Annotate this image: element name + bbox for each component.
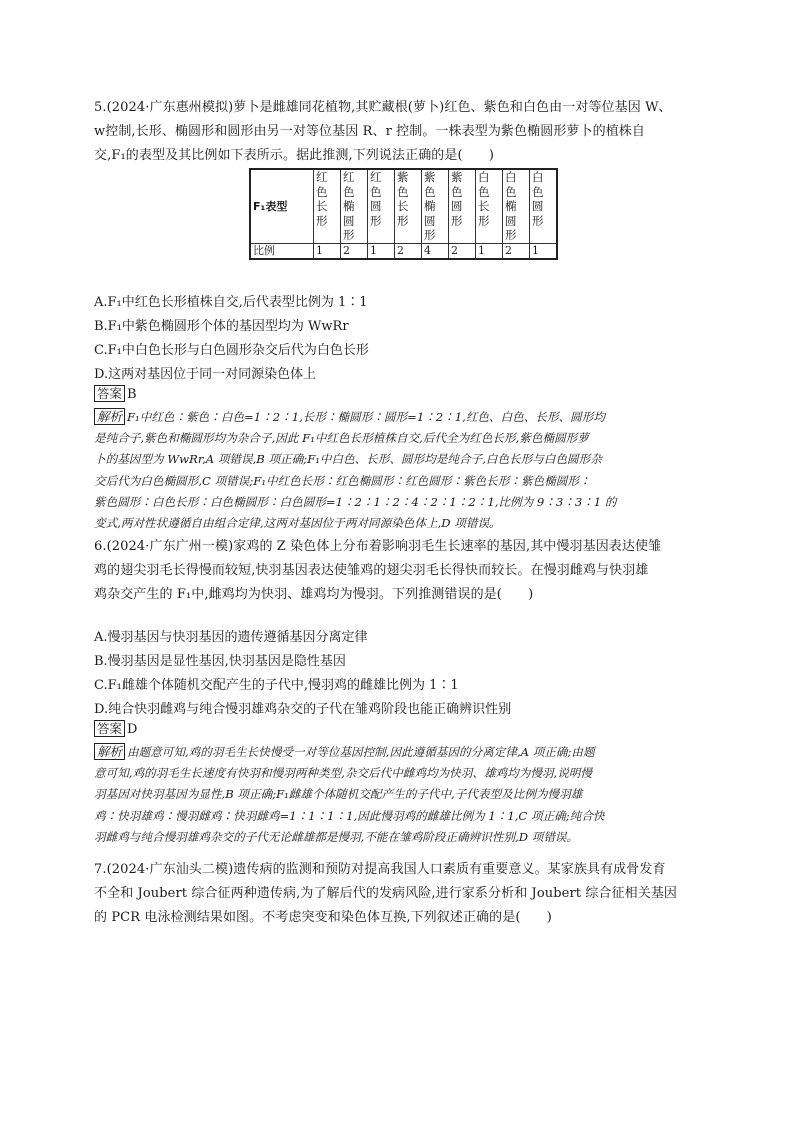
explanation-line: 羽雌鸡与纯合慢羽雄鸡杂交的子代无论雌雄都是慢羽,不能在雏鸡阶段正确辨识性别,D 项错误。 [94,829,579,844]
table-row-label: 比例 [250,243,314,259]
table-column-header: 紫色长形 [395,169,422,243]
answer-value: B [127,387,137,402]
option-c: C.F₁中白色长形与白色圆形杂交后代为白色长形 [94,343,369,358]
question-line: 鸡杂交产生的 F₁中,雌鸡均为快羽、雄鸡均为慢羽。下列推测错误的是( ) [94,587,534,602]
explanation-line: 解析 F₁中红色∶紫色∶白色=1∶2∶1,长形∶椭圆形∶圆形=1∶2∶1,红色、白色、长形、圆形均 [94,407,698,428]
explanation-line: 意可知,鸡的羽毛生长速度有快羽和慢羽两种类型,杂交后代中雌鸡均为快羽、雄鸡均为慢羽,说明慢 [94,766,592,781]
explanation-line: 交后代为白色椭圆形,C 项错误;F₁中红色长形∶红色椭圆形∶红色圆形∶紫色长形∶紫色椭圆形∶ [94,473,591,488]
answer-value: D [127,722,138,737]
table-cell: 2 [341,243,368,259]
table-column-header: 白色圆形 [530,169,558,243]
explanation-line: 羽基因对快羽基因为显性,B 项正确;F₁雌雄个体随机交配产生的子代中,子代表型及比例为慢羽雄 [94,787,583,802]
option-c: C.F₁雌雄个体随机交配产生的子代中,慢羽鸡的雌雄比例为 1∶1 [94,678,459,693]
explanation-line: 鸡∶快羽雄鸡∶慢羽雌鸡∶快羽雌鸡=1∶1∶1∶1,因此慢羽鸡的雌雄比例为 1∶1,C 项正确;纯合快 [94,808,605,823]
option-d: D.纯合快羽雌鸡与纯合慢羽雄鸡杂交的子代在雏鸡阶段也能正确辨识性别 [94,702,512,717]
explanation-line: 解析 由题意可知,鸡的羽毛生长快慢受一对等位基因控制,因此遵循基因的分离定律,A 项正确;由题 [94,742,698,763]
answer-tag: 答案 [94,385,125,402]
question-line: 6.(2024·广东广州一模)家鸡的 Z 染色体上分布着影响羽毛生长速率的基因,其中慢羽基因表达使雏 [94,539,662,554]
table-cell: 2 [395,243,422,259]
table-row [250,243,557,259]
question-line: 交,F₁的表型及其比例如下表所示。据此推测,下列说法正确的是( ) [94,148,495,163]
table-column-header: 紫色椭圆形 [422,169,449,243]
question-line: 的 PCR 电泳检测结果如图。不考虑突变和染色体互换,下列叙述正确的是( ) [94,910,552,925]
table-cell: 1 [476,243,503,259]
explanation-block [94,407,698,534]
question-line: 鸡的翅尖羽毛长得慢而较短,快羽基因表达使雏鸡的翅尖羽毛长得快而较长。在慢羽雌鸡与快羽雄 [94,563,649,578]
answer-tag: 答案 [94,720,125,737]
table-cell: 2 [449,243,476,259]
explanation-tag: 解析 [94,743,125,760]
explanation-line: 是纯合子,紫色和椭圆形均为杂合子,因此 F₁中红色长形植株自交,后代全为红色长形,紫色椭圆形萝 [94,431,589,446]
explanation-line: 卜的基因型为 WwRr,A 项错误,B 项正确;F₁中白色、长形、圆形均是纯合子,白色长形与白色圆形杂 [94,452,602,467]
question-line: w控制,长形、椭圆形和圆形由另一对等位基因 R、r 控制。一株表型为紫色椭圆形萝卜的植株自 [94,124,646,139]
option-b: B.慢羽基因是显性基因,快羽基因是隐性基因 [94,654,346,669]
explanation-line: 变式,两对性状遵循自由组合定律,这两对基因位于两对同源染色体上,D 项错误。 [94,515,501,530]
question-line: 不全和 Joubert 综合征两种遗传病,为了解后代的发病风险,进行家系分析和 Joubert 综合征相关基因 [94,886,678,901]
answer-row [94,385,137,402]
table-cell: 1 [314,243,341,259]
question-6-stem [94,535,698,607]
table-column-header: 紫色圆形 [449,169,476,243]
table-column-header: 白色椭圆形 [503,169,530,243]
question-7-stem [94,858,698,930]
table-column-header: 白色长形 [476,169,503,243]
explanation-line: 紫色圆形∶白色长形∶白色椭圆形∶白色圆形=1∶2∶1∶2∶4∶2∶1∶2∶1,比例为 9∶3∶3∶1 的 [94,494,617,509]
option-a: A.F₁中红色长形植株自交,后代表型比例为 1∶1 [94,295,368,310]
table-column-header: 红色圆形 [368,169,395,243]
option-b: B.F₁中紫色椭圆形个体的基因型均为 WwRr [94,319,349,334]
option-d: D.这两对基因位于同一对同源染色体上 [94,367,317,382]
table-cell: 1 [368,243,395,259]
question-line: 5.(2024·广东惠州模拟)萝卜是雌雄同花植物,其贮藏根(萝卜)红色、紫色和白色由一对等位基因 W、 [94,100,672,115]
table-cell: 4 [422,243,449,259]
explanation-tag: 解析 [94,408,125,425]
table-column-header: 红色长形 [314,169,341,243]
f1-phenotype-table [249,168,558,260]
table-cell: 1 [530,243,558,259]
question-line: 7.(2024·广东汕头二模)遗传病的监测和预防对提高我国人口素质有重要意义。某家族具有成骨发育 [94,862,666,877]
question-5-stem [94,96,698,168]
answer-row [94,720,137,737]
option-a: A.慢羽基因与快羽基因的遗传遵循基因分离定律 [94,630,368,645]
explanation-block [94,742,698,848]
table-header-label: F₁表型 [250,169,314,243]
table-header-row [250,169,557,243]
table-cell: 2 [503,243,530,259]
table-column-header: 红色椭圆形 [341,169,368,243]
